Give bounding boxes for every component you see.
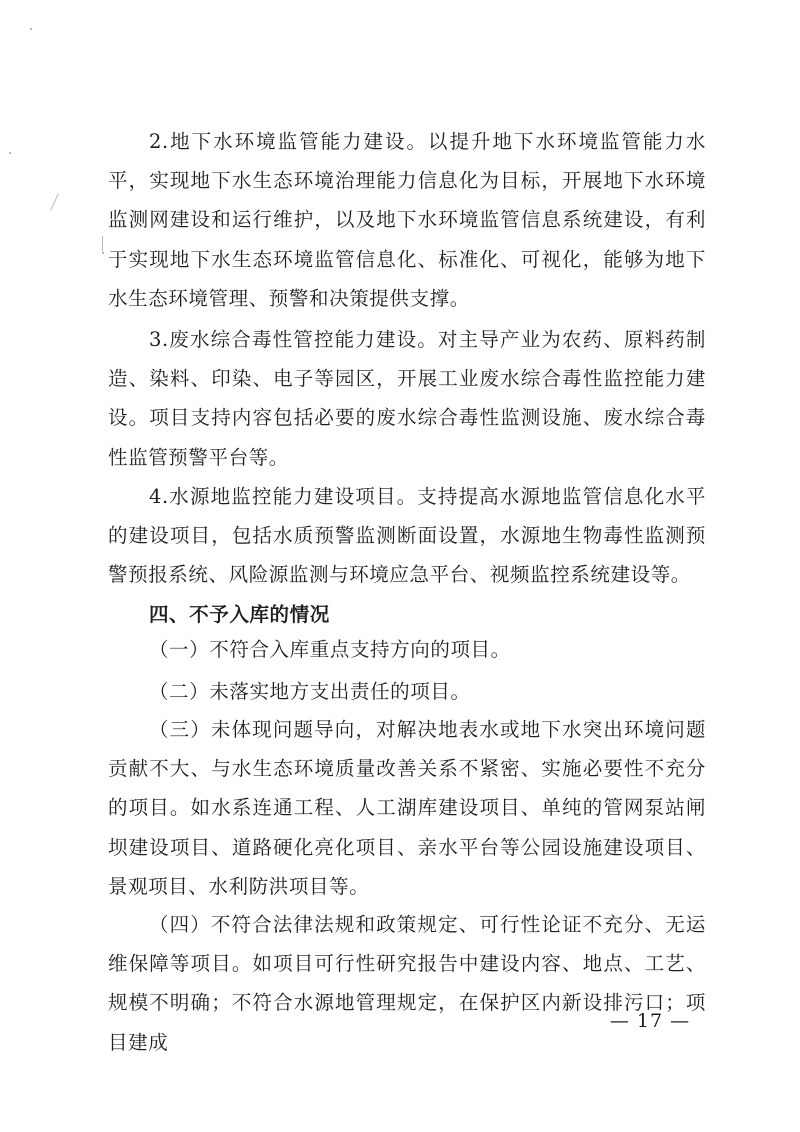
water-source-monitoring-paragraph: 4.水源地监控能力建设项目。支持提高水源地监管信息化水平的建设项目，包括水质预警监测断面设置，水源地生物毒性监测预警预报系统、风险源监测与环境应急平台、视频监控系统建设等。 (108, 485, 706, 587)
scan-mark (9, 152, 11, 154)
page-number: — 17 — (609, 1010, 691, 1032)
wastewater-toxicity-paragraph: 3.废水综合毒性管控能力建设。对主导产业为农药、原料药制造、染料、印染、电子等园区，开展工业废水综合毒性监控能力建设。项目支持内容包括必要的废水综合毒性监测设施、废水综合毒性监管预警平台等。 (108, 328, 706, 469)
scan-mark (30, 28, 32, 30)
exclusion-item-two: （二）未落实地方支出责任的项目。 (148, 680, 471, 703)
scan-mark (102, 252, 104, 254)
section-heading: 四、不予入库的情况 (148, 603, 330, 626)
groundwater-monitoring-paragraph: 2.地下水环境监管能力建设。以提升地下水环境监管能力水平，实现地下水生态环境治理能力信息化为目标，开展地下水环境监测网建设和运行维护，以及地下水环境监管信息系统建设，有利于实现地下水生态环境监管信息化、标准化、可视化，能够为地下水生态环境管理、预警和决策提供支撑。 (108, 130, 706, 310)
exclusion-item-one: （一）不符合入库重点支持方向的项目。 (148, 638, 511, 661)
scan-mark (50, 194, 59, 211)
exclusion-item-four: （四）不符合法律法规和政策规定、可行性论证不充分、无运维保障等项目。如项目可行性研究报告中建设内容、地点、工艺、规模不明确；不符合水源地管理规定，在保护区内新设排污口；项目建成 (108, 913, 706, 1054)
exclusion-item-three: （三）未体现问题导向，对解决地表水或地下水突出环境问题贡献不大、与水生态环境质量改善关系不紧密、实施必要性不充分的项目。如水系连通工程、人工湖库建设项目、单纯的管网泵站闸坝建设项目、道路硬化亮化项目、亲水平台等公园设施建设项目、景观项目、水利防洪项目等。 (108, 718, 706, 898)
scan-mark (102, 236, 103, 251)
